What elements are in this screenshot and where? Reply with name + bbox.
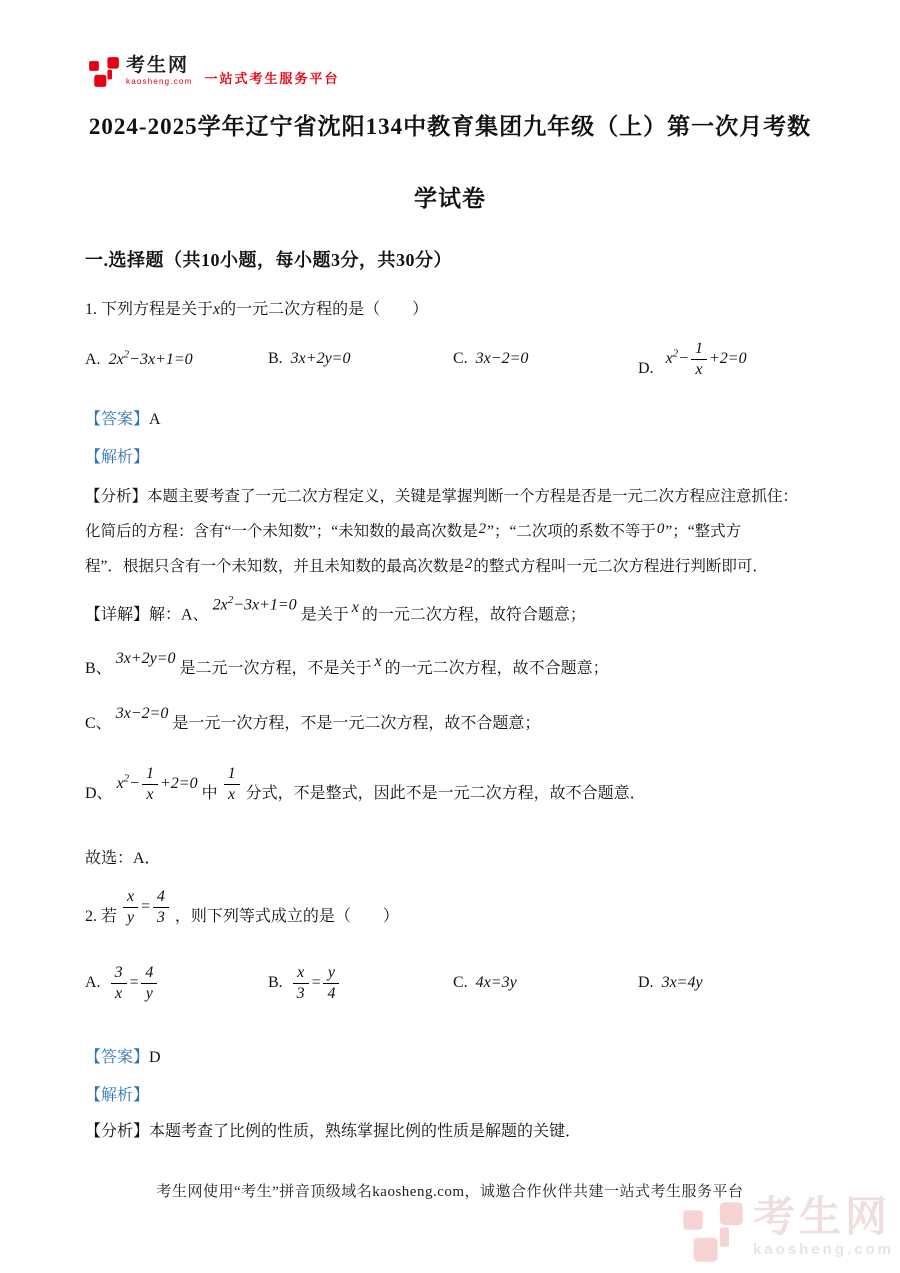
jiexi-label: 【解析】 — [85, 449, 150, 466]
q2-option-c-label: C. — [453, 974, 468, 991]
question-2-number: 2. — [85, 907, 97, 925]
q1-option-b-label: B. — [268, 350, 283, 367]
q2-option-c — [453, 974, 638, 992]
kaosheng-logo-icon — [88, 56, 120, 88]
q1-jiexi-row — [85, 444, 855, 467]
q1-option-d — [638, 340, 860, 378]
q1-conclusion: 故选：A． — [85, 850, 161, 867]
kaosheng-watermark-icon — [681, 1200, 745, 1264]
jiexi-label: 【解析】 — [85, 1087, 150, 1104]
question-1-options — [85, 330, 860, 388]
question-1-text: 下列方程是关于 — [97, 301, 214, 318]
detail-a-formula: $2x^2-3x+1=0$ — [212, 594, 297, 614]
q2-jiexi-row — [85, 1082, 855, 1105]
xiangjie-label: 【详解】 — [85, 606, 150, 624]
detail-d-formula: $x^2-$ $\frac{1}{x}$ +2=0 — [116, 765, 198, 803]
q2-answer-row — [85, 1044, 855, 1067]
question-1-variable: x — [213, 301, 221, 318]
question-2-options — [85, 950, 860, 1016]
q1-option-c-label: C. — [453, 350, 468, 367]
watermark-logo — [681, 1193, 894, 1264]
q1-option-c-formula: 3x−2=0 — [475, 350, 529, 367]
page-title-line2: 学试卷 — [414, 186, 486, 211]
q1-analysis-line3: 程”．根据只含有一个未知数，并且未知数的最高次数是2的整式方程叫一元二次方程进行判断即可． — [85, 556, 768, 575]
q1-option-d-label: D. — [638, 359, 654, 377]
section-heading: 一.选择题（共10小题，每小题3分，共30分） — [85, 250, 452, 270]
question-1-number: 1. — [85, 301, 97, 318]
page-footer: 考生网使用“考生”拼音顶级域名kaosheng.com，诚邀合作伙伴共建一站式考生服务平台 — [156, 1184, 744, 1200]
question-1-text2: 的一元二次方程的是（ ） — [220, 301, 429, 318]
q1-answer-row — [85, 406, 855, 429]
q1-detail-b: B、3x+2y=0是二元一次方程，不是关于 x 的一元二次方程，故不合题意； — [85, 650, 609, 677]
q1-option-a-label: A. — [85, 351, 101, 369]
brand-name: 考生网 — [126, 55, 190, 76]
q2-analysis: 【分析】本题考查了比例的性质，熟练掌握比例的性质是解题的关键． — [85, 1123, 582, 1140]
question-2-stem: 2. 若 $\frac{x}{y}$ = $\frac{4}{3}$ ，则下列等式成立的是（ ） — [85, 888, 399, 926]
q2-option-d-label: D. — [638, 974, 654, 991]
q1-analysis-line2: 化简后的方程：含有“一个未知数”；“未知数的最高次数是2”；“二次项的系数不等于0”；“整式方 — [85, 521, 742, 540]
site-logo — [88, 56, 339, 88]
brand-tagline: 一站式考生服务平台 — [204, 71, 340, 86]
detail-a-variable: x — [351, 599, 359, 617]
detail-b-formula: 3x+2y=0 — [115, 650, 176, 667]
q2-answer-value: D — [149, 1049, 161, 1066]
brand-domain: kaosheng.com — [126, 77, 193, 86]
q2-option-c-formula: 4x=3y — [475, 974, 517, 991]
detail-d-fraction: $\frac{1}{x}$ — [222, 765, 242, 803]
question-1-stem — [85, 296, 855, 319]
q1-option-d-formula: $x^2-$ $\frac{1}{x}$ +2=0 — [665, 339, 747, 378]
answer-label: 【答案】 — [85, 411, 150, 428]
fenxi-label: 【分析】 — [85, 1123, 150, 1140]
detail-c-formula: 3x−2=0 — [115, 705, 169, 722]
watermark-brand-name: 考生网 — [752, 1193, 891, 1240]
q1-option-b-formula: 3x+2y=0 — [290, 350, 351, 367]
page-title-line1: 2024-2025学年辽宁省沈阳134中教育集团九年级（上）第一次月考数 — [88, 114, 812, 139]
answer-label: 【答案】 — [85, 1049, 150, 1066]
q1-detail-c: C、3x−2=0是一元一次方程，不是一元二次方程，故不合题意； — [85, 705, 541, 732]
q2-option-b: B. $\frac{x}{3}$ = $\frac{y}{4}$ — [268, 964, 453, 1002]
watermark-brand-domain: kaosheng.com — [752, 1241, 894, 1258]
fenxi-label: 【分析】 — [85, 488, 148, 505]
detail-b-variable: x — [374, 653, 382, 670]
q1-option-c — [453, 350, 638, 368]
q2-option-d — [638, 974, 860, 992]
q1-detail-a: 【详解】解：A、$2x^2-3x+1=0$是关于 x 的一元二次方程，故符合题意； — [85, 594, 586, 624]
q1-analysis-line1: 【分析】本题主要考查了一元二次方程定义，关键是掌握判断一个方程是否是一元二次方程应注意抓住： — [85, 488, 799, 505]
q1-option-a: A. $2x^2-3x+1=0$ — [85, 348, 193, 369]
q2-option-d-formula: 3x=4y — [661, 974, 703, 991]
q2-option-a-label: A. — [85, 973, 101, 991]
q1-detail-d: D、$x^2-$ $\frac{1}{x}$ +2=0中 $\frac{1}{x}$ 分式，不是整式，因此不是一元二次方程，故不合题意． — [85, 765, 646, 803]
q2-option-b-label: B. — [268, 973, 283, 991]
q2-option-a: A. $\frac{3}{x}$ = $\frac{4}{y}$ — [85, 964, 268, 1002]
q2-stem-equation: $\frac{x}{y}$ = $\frac{4}{3}$ — [121, 888, 171, 926]
q1-answer-value: A — [149, 411, 161, 428]
q1-option-b — [268, 350, 453, 368]
